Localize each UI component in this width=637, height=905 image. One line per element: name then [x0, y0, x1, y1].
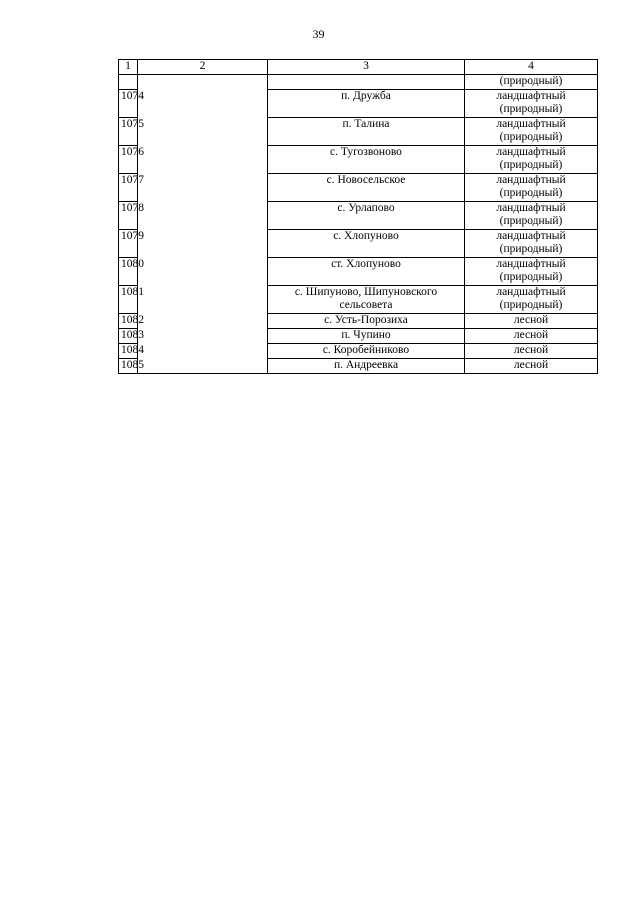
row-number: 1079: [119, 230, 138, 258]
table-row-continued: [119, 75, 598, 90]
header-col-1: 1: [119, 60, 138, 75]
row-number: 1081: [119, 286, 138, 314]
landscape-type: лесной: [465, 329, 598, 344]
row-number: 1083: [119, 329, 138, 344]
landscape-type: лесной: [465, 344, 598, 359]
merged-column-2-cell: [138, 75, 268, 374]
settlement-name: ст. Хлопуново: [268, 258, 465, 286]
header-row: [119, 60, 598, 75]
settlement-name: с. Хлопуново: [268, 230, 465, 258]
landscape-type: (природный): [465, 75, 598, 90]
landscape-type: ландшафтный (природный): [465, 286, 598, 314]
settlement-name: с. Усть-Порозиха: [268, 314, 465, 329]
page-number: 39: [312, 27, 325, 41]
row-number: 1085: [119, 359, 138, 374]
landscape-type: ландшафтный (природный): [465, 230, 598, 258]
row-number: 1080: [119, 258, 138, 286]
settlement-name: с. Тугозвоново: [268, 146, 465, 174]
settlement-name: п. Талина: [268, 118, 465, 146]
table-header: [119, 60, 598, 75]
header-col-4: 4: [465, 60, 598, 75]
row-number: 1078: [119, 202, 138, 230]
settlement-name: п. Андреевка: [268, 359, 465, 374]
settlement-name: п. Чупино: [268, 329, 465, 344]
landscape-type: ландшафтный (природный): [465, 118, 598, 146]
document-table: [118, 59, 598, 374]
settlement-name: с. Коробейниково: [268, 344, 465, 359]
row-number: 1076: [119, 146, 138, 174]
settlement-name: с. Урлапово: [268, 202, 465, 230]
header-col-2: 2: [138, 60, 268, 75]
landscape-type: лесной: [465, 314, 598, 329]
landscape-type: ландшафтный (природный): [465, 174, 598, 202]
landscape-type: ландшафтный (природный): [465, 146, 598, 174]
header-col-3: 3: [268, 60, 465, 75]
settlement-name: п. Дружба: [268, 90, 465, 118]
row-number: 1082: [119, 314, 138, 329]
row-number: 1074: [119, 90, 138, 118]
settlement-name: [268, 75, 465, 90]
landscape-type: ландшафтный (природный): [465, 202, 598, 230]
landscape-type: ландшафтный (природный): [465, 90, 598, 118]
row-number: 1084: [119, 344, 138, 359]
landscape-type: лесной: [465, 359, 598, 374]
row-number: [119, 75, 138, 90]
row-number: 1075: [119, 118, 138, 146]
settlement-name: с. Новосельское: [268, 174, 465, 202]
table-body: [119, 75, 598, 374]
row-number: 1077: [119, 174, 138, 202]
landscape-type: ландшафтный (природный): [465, 258, 598, 286]
settlement-name: с. Шипуново, Шипуновского сельсовета: [268, 286, 465, 314]
